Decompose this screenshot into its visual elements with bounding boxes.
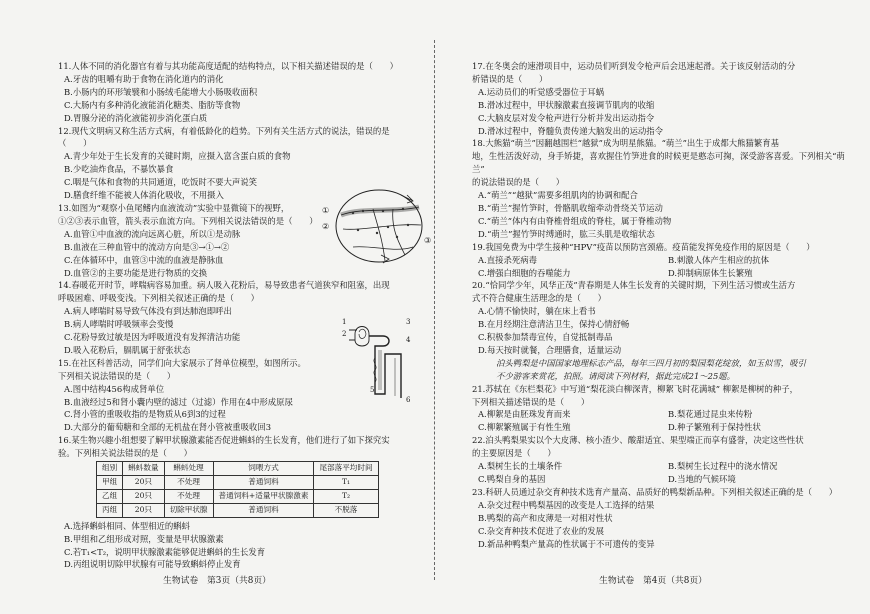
- text-line: 验。下列相关说法错误的是（ ）: [58, 448, 192, 459]
- text-line: D.新品种鸭梨产量高的性状属于不可遗传的变异: [478, 538, 655, 549]
- text-line: A.杂交过程中鸭梨基因的改变是人工选择的结果: [478, 499, 655, 510]
- table-cell: 普通饲料: [213, 503, 314, 517]
- right-page-footer: 生物试卷 第4页（共8页）: [599, 576, 707, 586]
- cell-label-2: ②: [322, 222, 330, 231]
- table-cell: 丙组: [97, 503, 123, 517]
- text-line: C.杂交育种技术促进了农业的发展: [478, 525, 605, 536]
- table-cell: T₂: [314, 489, 378, 503]
- text-line: 地，生性活泼好动，身手矫捷，喜欢握住竹笋进食的时候更是憨态可掬，深受游客喜爱。下列相关“萌兰”: [472, 151, 845, 175]
- text-line: B.小肠内的环形皱襞和小肠绒毛能增大小肠吸收面积: [64, 86, 258, 97]
- text-line: 22.泊头鸭梨果实以个大皮薄、核小渣少、酸甜适宜、果型端正而享有盛誉，决定这些性状: [472, 435, 804, 446]
- text-line: C.在体循环中，血管③中流的血液是静脉血: [64, 254, 224, 265]
- table-header-cell: 尾部落平均时间: [314, 462, 378, 476]
- text-line: D.膳食纤维不能被人体消化吸收，不用摄入: [64, 190, 224, 201]
- text-line: 的主要原因是（ ）: [472, 448, 556, 459]
- text-line: 15.在社区科普活动，同学们向大家展示了肾单位模型，如图所示。: [58, 357, 306, 368]
- option-text: C.鸭梨自身的基因: [478, 474, 546, 484]
- option-text: B.梨花通过昆虫来传粉: [668, 409, 753, 420]
- kidney-label-1: 1: [342, 318, 347, 326]
- text-line: 析错误的是（ ）: [472, 73, 548, 84]
- text-line: B.滑冰过程中，甲状腺激素直接调节肌肉的收缩: [478, 99, 655, 110]
- text-line: 21.苏轼在《东栏梨花》中写道“梨花淡白柳深青，柳絮飞时花满城” 柳絮是柳树的种子，: [472, 383, 799, 394]
- text-line: 泊头鸭梨是中国国家地理标志产品，每年三四月初的梨园梨花绽放，如玉似雪，吸引: [496, 357, 806, 368]
- text-line: B.鸭梨的高产和皮薄是一对相对性状: [478, 512, 613, 523]
- text-line: 13.如图为“观察小鱼尾鳍内血液流动”实验中显微镜下的视野，: [58, 202, 290, 213]
- table-cell: 甲组: [97, 476, 123, 490]
- table-header-cell: 蝌蚪数量: [123, 462, 164, 476]
- text-line: 呼吸困难、呼吸变浅。下列相关叙述正确的是（ ）: [58, 293, 259, 304]
- table-cell: 乙组: [97, 489, 123, 503]
- fish-tail-microscope-figure: [333, 187, 425, 265]
- text-line: 不少游客来赏花，拍照。请阅读下列材料，据此完成21～25题。: [496, 370, 736, 381]
- text-line: D.滑冰过程中，脊髓负责传递大脑发出的运动指令: [478, 125, 663, 136]
- right-page: [436, 0, 870, 614]
- option-text: B.梨树生长过程中的浇水情况: [668, 461, 778, 472]
- text-line: 16.某生物兴趣小组想要了解甲状腺激素能否促进蝌蚪的生长发育，他们进行了如下探究实: [58, 435, 390, 446]
- option-text: A.梨树生长的土壤条件: [478, 461, 563, 472]
- text-line: 18.大熊猫“萌兰”因翻越围栏“越狱”成为明星熊猫。“萌兰”出生于成都大熊猫繁育基: [472, 138, 780, 149]
- nephron-model-figure: [345, 318, 415, 403]
- text-line: D.每天按时就餐，合理膳食，适量运动: [478, 344, 622, 355]
- text-line: D.丙组说明切除甲状腺有可能导致蝌蚪停止发育: [64, 559, 241, 570]
- option-text: C.增强白细胞的吞噬能力: [478, 267, 571, 278]
- text-line: 11.人体不同的消化器官有着与其功能高度适配的结构特点，以下相关描述错误的是（ ）: [58, 61, 398, 71]
- table-cell: 20只: [123, 489, 164, 503]
- text-line: C.大肠内有多种消化液能消化糖类、脂肪等食物: [64, 99, 241, 110]
- option-text: D.抑制病原体生长繁殖: [668, 267, 753, 278]
- table-header-cell: 蝌蚪处理: [164, 462, 213, 476]
- table-row: [97, 503, 379, 517]
- text-line: C.咽是气体和食物的共同通道，吃饭时不要大声说笑: [64, 177, 258, 188]
- table-cell: 不处理: [164, 476, 213, 490]
- text-line: 12.现代文明病又称生活方式病，有着低龄化的趋势。下列有关生活方式的说法，错误的是（ ）: [58, 125, 390, 149]
- option-text: A.直接杀死病毒: [478, 254, 537, 265]
- text-line: B.在月经期注意清洁卫生，保持心情舒畅: [478, 319, 630, 330]
- table-header-cell: 饲喂方式: [213, 462, 314, 476]
- text-line: 17.在冬奥会的速滑项目中，运动员们听到发令枪声后会迅速起滑。关于该反射活动的分: [472, 61, 796, 71]
- right-column: [472, 60, 852, 550]
- text-line: D.“萌兰”握竹笋时缚通时，肱三头肌是收缩状态: [478, 228, 655, 239]
- option-text: B.刺激人体产生相应的抗体: [668, 254, 769, 265]
- text-line: B.甲组和乙组形成对照，变量是甲状腺激素: [64, 533, 224, 544]
- option-text: A.柳絮是由胚珠发育而来: [478, 409, 571, 420]
- text-line: 式不符合健康生活理念的是（ ）: [472, 293, 606, 304]
- kidney-label-5: 5: [370, 386, 375, 394]
- text-line: C.“萌兰”体内有由脊椎骨组成的脊柱，属于脊椎动物: [478, 215, 672, 226]
- text-line: A.运动员们的听觉感受器位于耳蜗: [478, 86, 604, 97]
- table-cell: 普通饲料+适量甲状腺激素: [213, 489, 314, 503]
- table-cell: 不脱落: [314, 503, 378, 517]
- text-line: A.病人哮喘时易导致气体没有到达肺泡即呼出: [64, 306, 232, 317]
- text-line: A.牙齿的咀嚼有助于食物在消化道内的消化: [64, 73, 224, 84]
- kidney-label-6: 6: [406, 396, 411, 404]
- text-line: A.图中结构456构成肾单位: [64, 383, 165, 394]
- text-line: C.大脑皮层对发令枪声进行分析并发出运动指令: [478, 112, 655, 123]
- option-row: [472, 421, 852, 434]
- text-line: 下列相关描述错误的是（ ）: [472, 396, 590, 407]
- option-text: D.当地的气候环境: [668, 474, 736, 484]
- table-header-cell: 组别: [97, 462, 123, 476]
- text-line: B.血液经过5和肾小囊内壁的滤过（过滤）作用在4中形成原尿: [64, 396, 293, 407]
- left-page: [0, 0, 434, 614]
- text-line: C.积极参加禁毒宣传，自觉抵制毒品: [478, 332, 613, 343]
- text-line: B.血液在三种血管中的流动方向是③→①→②: [64, 241, 230, 252]
- cell-label-3: ③: [424, 236, 432, 245]
- text-line: D.胃腺分泌的消化液能初步消化蛋白质: [64, 112, 208, 123]
- table-cell: 不处理: [164, 489, 213, 503]
- text-line: D.血管②的主要功能是进行物质的交换: [64, 267, 208, 278]
- text-line: A.选择蝌蚪相同、体型相近的蝌蚪: [64, 520, 190, 531]
- table-cell: 20只: [123, 476, 164, 490]
- cell-label-1: ①: [322, 206, 330, 215]
- text-line: 20.“恰同学少年，风华正茂”青春期是人体生长发育的关键时期，下列生活习惯或生活方: [472, 280, 796, 291]
- text-line: A.青少年处于生长发育的关键时期，应摄入富含蛋白质的食物: [64, 151, 291, 162]
- table-cell: 20只: [123, 503, 164, 517]
- text-line: 的说法错误的是（ ）: [472, 177, 565, 188]
- table-row: [97, 476, 379, 490]
- text-line: C.肾小管的重吸收指的是物质从6到3的过程: [64, 409, 226, 420]
- text-line: D.吸入花粉后，膈肌属于舒张状态: [64, 344, 191, 355]
- text-line: ①②③表示血管，箭头表示血流方向。下列相关说法错误的是（ ）: [58, 215, 318, 226]
- text-line: 23.科研人员通过杂交育种技术选育产量高、品质好的鸭梨新品种。下列相关叙述正确的是（ ）: [472, 486, 838, 497]
- option-row: [472, 254, 852, 267]
- text-line: B.少吃油炸食品，不暴饮暴食: [64, 164, 174, 175]
- experiment-table: [96, 461, 379, 518]
- text-line: B.“萌兰”握竹笋时，骨骼肌收缩牵动骨绕关节运动: [478, 202, 663, 213]
- table-cell: 普通饲料: [213, 476, 314, 490]
- table-row: [97, 489, 379, 503]
- text-line: C.花粉导致过敏是因为呼吸道没有发挥清洁功能: [64, 332, 241, 343]
- option-text: D.种子繁殖利于保持性状: [668, 422, 761, 433]
- kidney-label-4: 4: [406, 336, 411, 344]
- option-row: [472, 408, 852, 421]
- text-line: B.病人哮喘时呼吸频率会变慢: [64, 319, 174, 330]
- table-cell: T₁: [314, 476, 378, 490]
- option-row: [472, 473, 852, 486]
- text-line: C.若T₁<T₂，说明甲状腺激素能够促进蝌蚪的生长发育: [64, 546, 266, 557]
- kidney-label-2: 2: [342, 330, 347, 338]
- text-line: D.大部分的葡萄糖和全部的无机盐在肾小管被重吸收回3: [64, 422, 272, 433]
- option-text: C.柳絮繁殖属于有性生殖: [478, 422, 571, 433]
- text-line: 19.我国免费为中学生接种“HPV”疫苗以预防宫颈癌。疫苗能发挥免疫作用的原因是（ ）: [472, 241, 815, 252]
- text-line: 下列相关说法错误的是（ ）: [58, 370, 176, 381]
- text-line: A.心情不愉快时，躺在床上看书: [478, 306, 596, 317]
- text-line: 14.春暖花开时节，哮喘病容易加重。病人吸入花粉后，易导致患者气道狭窄和阻塞，出现: [58, 280, 390, 291]
- table-cell: 切除甲状腺: [164, 503, 213, 517]
- left-page-footer: 生物试卷 第3页（共8页）: [163, 576, 271, 586]
- option-row: [472, 460, 852, 473]
- left-column: [58, 60, 406, 571]
- kidney-label-3: 3: [406, 318, 411, 326]
- text-line: A.血管①中血液的流向远离心脏，所以①是动脉: [64, 228, 241, 239]
- text-line: A.“萌兰”“越狱”需要多组肌肉的协调和配合: [478, 190, 638, 201]
- option-row: [472, 267, 852, 280]
